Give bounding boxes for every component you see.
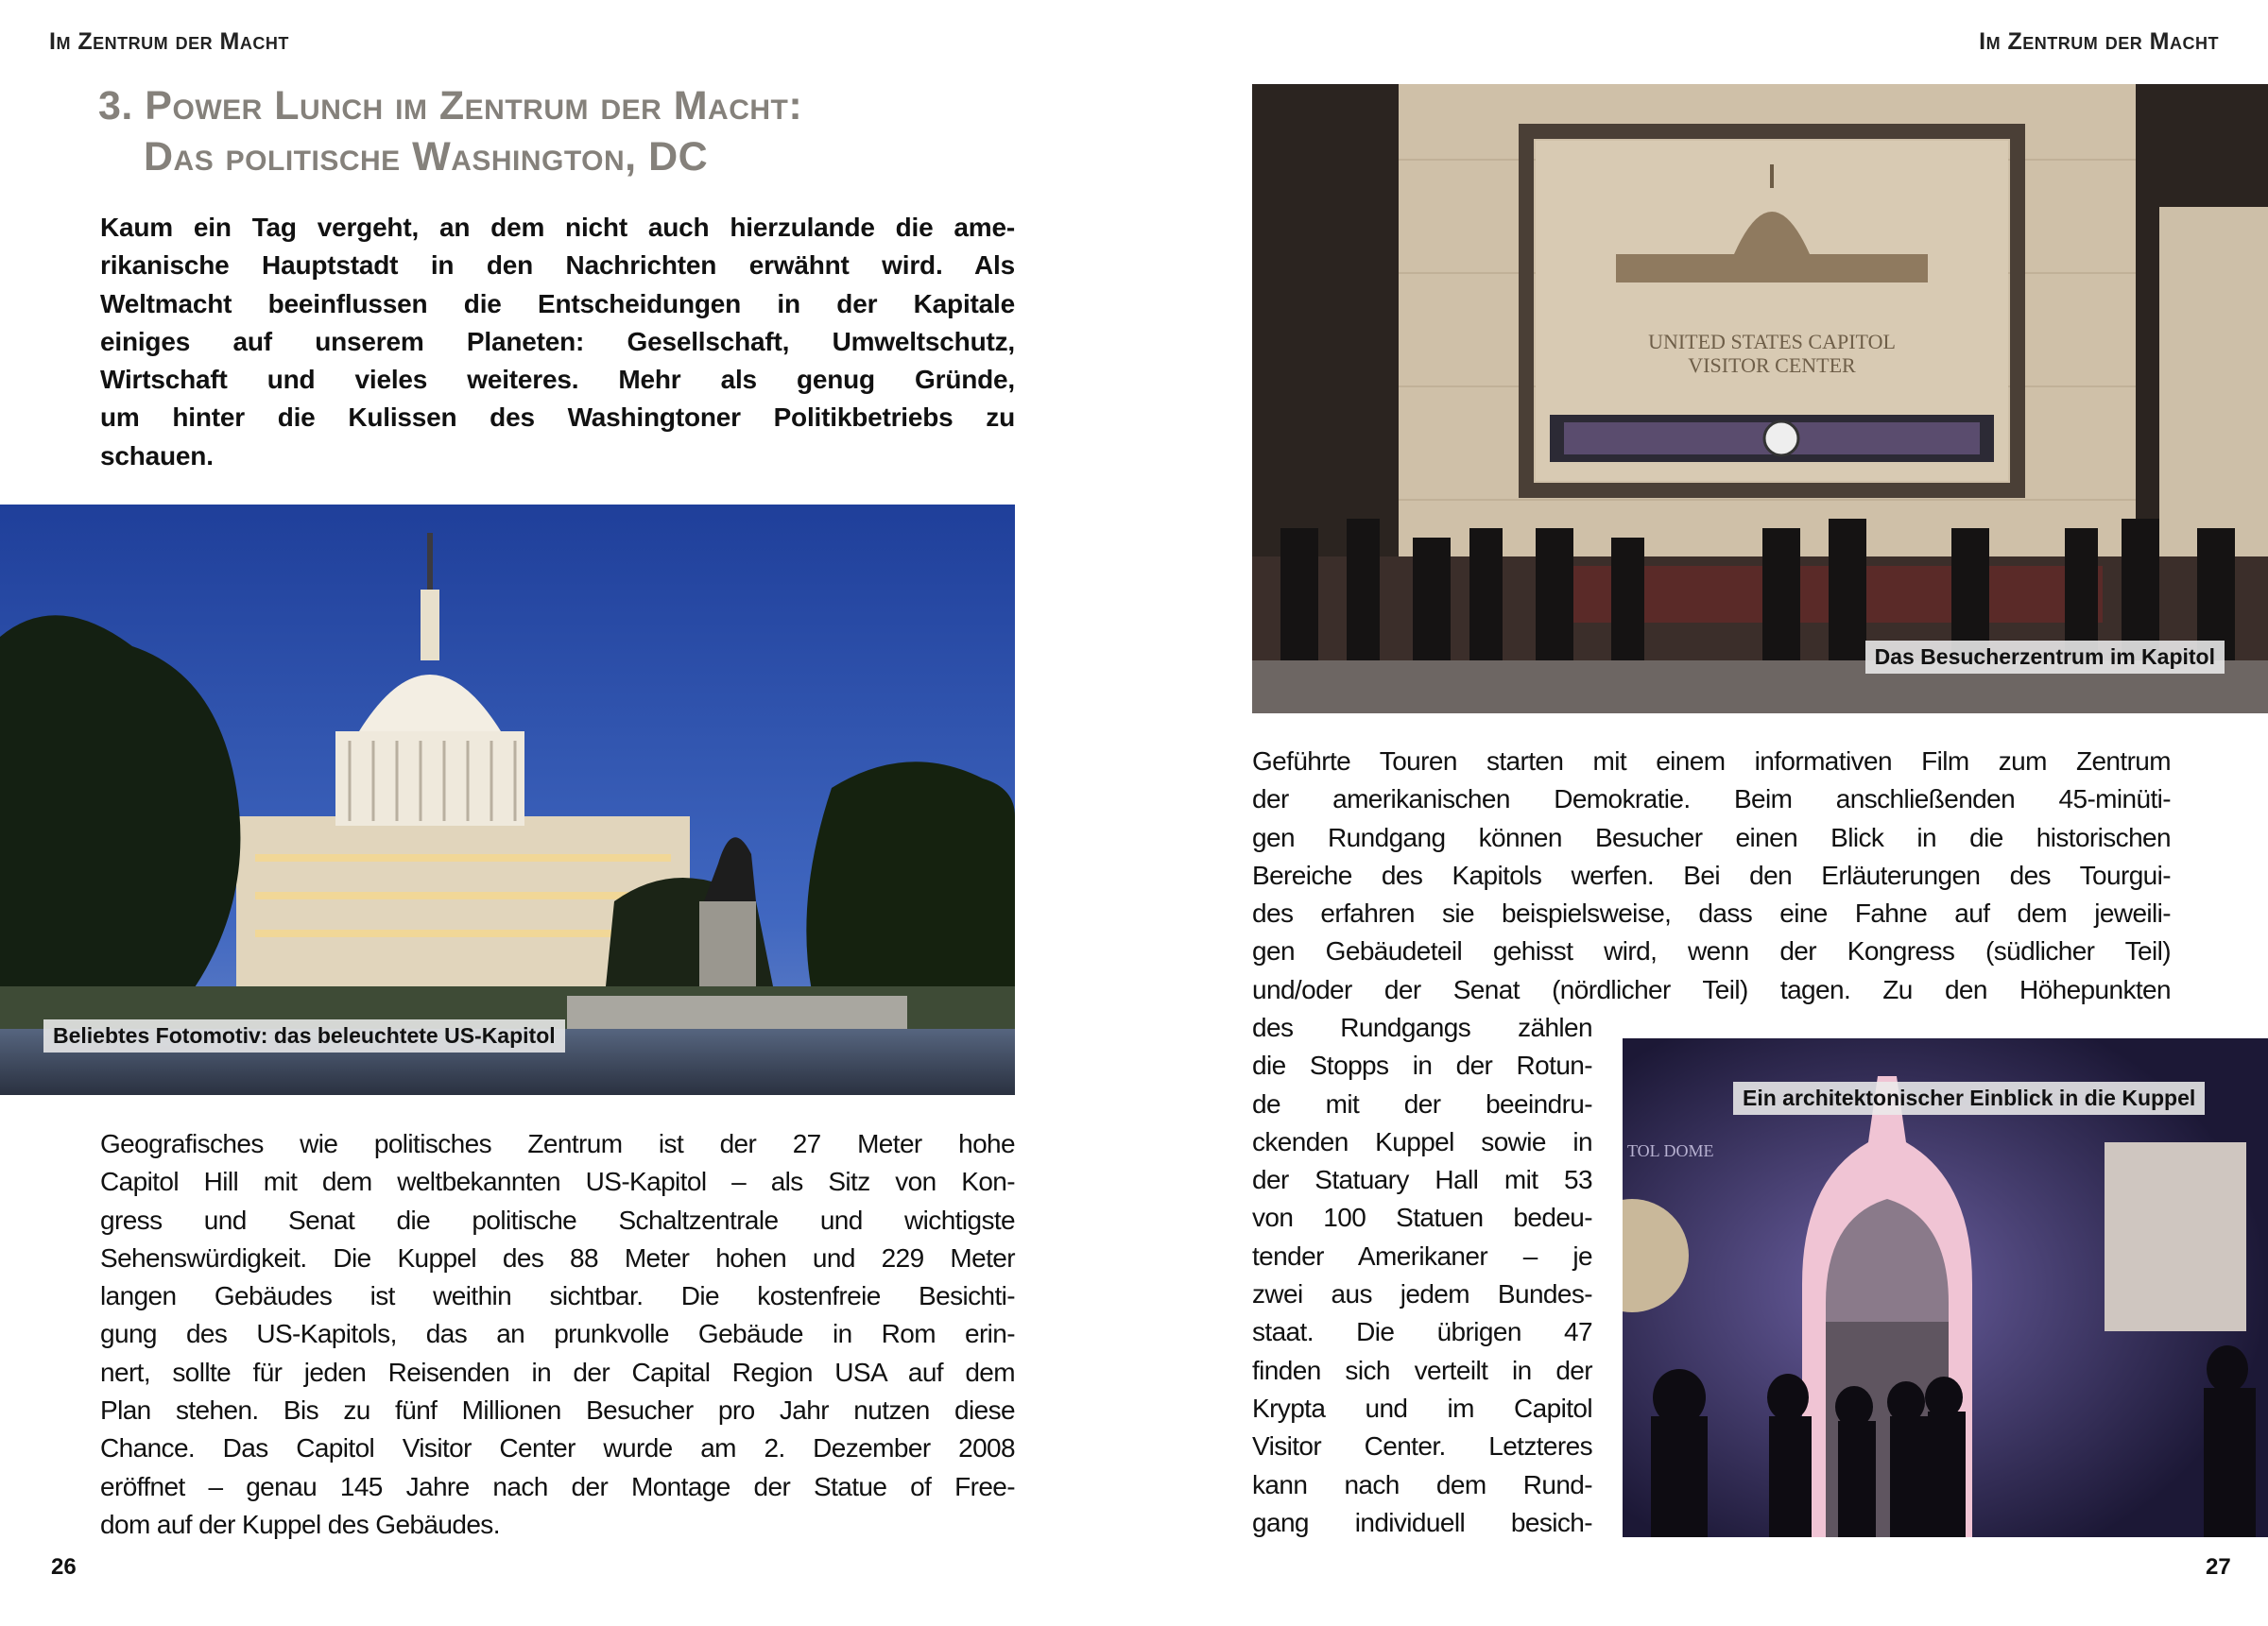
page-number-right: 27 [2206, 1554, 2231, 1580]
text-line: einiges auf unserem Planeten: Gesellschaft, Umweltschutz, [100, 326, 1015, 356]
visitor-center-photo-caption: Das Besucherzentrum im Kapitol [1865, 641, 2225, 674]
text-line: eröffnet – genau 145 Jahre nach der Montage der Statue of Free- [100, 1471, 1015, 1501]
text-line: Krypta und im Capitol [1252, 1393, 1592, 1423]
right-body-paragraph [1252, 743, 2171, 1009]
text-line: staat. Die übrigen 47 [1252, 1317, 1592, 1347]
chapter-heading-line1: 3. Power Lunch im Zentrum der Macht: [98, 83, 803, 128]
sign-line2: VISITOR CENTER [1688, 353, 1856, 377]
text-line: und/oder der Senat (nördlicher Teil) tagen. Zu den Höhepunkten [1252, 974, 2171, 1004]
text-line: gang individuell besich- [1252, 1507, 1592, 1537]
running-head-left: Im Zentrum der Macht [49, 28, 289, 55]
text-line: um hinter die Kulissen des Washingtoner Politikbetriebs zu [100, 402, 1015, 433]
dome-exhibit-photo-caption: Ein architektonischer Einblick in die Kuppel [1733, 1082, 2205, 1115]
capitol-photo-caption: Beliebtes Fotomotiv: das beleuchtete US-Kapitol [43, 1019, 565, 1053]
text-line: tender Amerikaner – je [1252, 1241, 1592, 1271]
text-line: Geografisches wie politisches Zentrum ist der 27 Meter hohe [100, 1129, 1015, 1158]
dome-exhibit-photo [1623, 1038, 2268, 1537]
text-line: schauen. [100, 440, 214, 471]
text-line: des erfahren sie beispielsweise, dass eine Fahne auf dem jeweili- [1252, 899, 2171, 929]
capitol-photo-image [0, 505, 1015, 1095]
text-line: Kaum ein Tag vergeht, an dem nicht auch hierzulande die ame- [100, 213, 1015, 242]
chapter-heading-line2: Das politische Washington, DC [144, 134, 709, 180]
text-line: kann nach dem Rund- [1252, 1469, 1592, 1499]
text-line: Wirtschaft und vieles weiteres. Mehr als genug Gründe, [100, 365, 1015, 395]
page-number-left: 26 [51, 1554, 77, 1580]
running-head-right: Im Zentrum der Macht [1979, 28, 2219, 55]
text-line: Geführte Touren starten mit einem informativen Film zum Zentrum [1252, 746, 2171, 776]
text-line: Bereiche des Kapitols werfen. Bei den Erläuterungen des Tourgui- [1252, 860, 2171, 890]
text-line: dom auf der Kuppel des Gebäudes. [100, 1509, 500, 1539]
right-body-narrow-column [1252, 1009, 1592, 1542]
visitor-center-photo [1252, 84, 2268, 713]
text-line: gen Rundgang können Besucher einen Blick in die historischen [1252, 822, 2171, 852]
left-body-paragraph [100, 1125, 1015, 1544]
text-line: die Stopps in der Rotun- [1252, 1051, 1592, 1081]
text-line: Weltmacht beeinflussen die Entscheidungen in der Kapitale [100, 288, 1015, 318]
text-line: des Rundgangs zählen [1252, 1013, 1592, 1042]
text-line: langen Gebäudes ist weithin sichtbar. Die kostenfreie Besichti- [100, 1281, 1015, 1311]
text-line: ckenden Kuppel sowie in [1252, 1126, 1592, 1156]
text-line: der amerikanischen Demokratie. Beim anschließenden 45-minüti- [1252, 784, 2171, 814]
text-line: finden sich verteilt in der [1252, 1355, 1592, 1385]
text-line: gung des US-Kapitols, das an prunkvolle Gebäude in Rom erin- [100, 1319, 1015, 1349]
sign-line1: UNITED STATES CAPITOL [1648, 330, 1896, 353]
text-line: de mit der beeindru- [1252, 1088, 1592, 1119]
text-line: Chance. Das Capitol Visitor Center wurde am 2. Dezember 2008 [100, 1433, 1015, 1463]
capitol-photo [0, 505, 1015, 1095]
text-line: Sehenswürdigkeit. Die Kuppel des 88 Meter hohen und 229 Meter [100, 1242, 1015, 1273]
text-line: Capitol Hill mit dem weltbekannten US-Kapitol – als Sitz von Kon- [100, 1167, 1015, 1197]
text-line: gen Gebäudeteil gehisst wird, wenn der Kongress (südlicher Teil) [1252, 936, 2171, 967]
visitor-center-photo-image [1252, 84, 2268, 713]
text-line: zwei aus jedem Bundes- [1252, 1279, 1592, 1309]
text-line: der Statuary Hall mit 53 [1252, 1165, 1592, 1195]
intro-paragraph [100, 209, 1015, 475]
exhibit-sign: TOL DOME [1627, 1141, 1714, 1160]
text-line: nert, sollte für jeden Reisenden in der Capital Region USA auf dem [100, 1357, 1015, 1387]
text-line: rikanische Hauptstadt in den Nachrichten erwähnt wird. Als [100, 250, 1015, 281]
text-line: Visitor Center. Letzteres [1252, 1431, 1592, 1462]
text-line: von 100 Statuen bedeu- [1252, 1203, 1592, 1233]
text-line: Plan stehen. Bis zu fünf Millionen Besucher pro Jahr nutzen diese [100, 1395, 1015, 1426]
text-line: gress und Senat die politische Schaltzentrale und wichtigste [100, 1205, 1015, 1235]
